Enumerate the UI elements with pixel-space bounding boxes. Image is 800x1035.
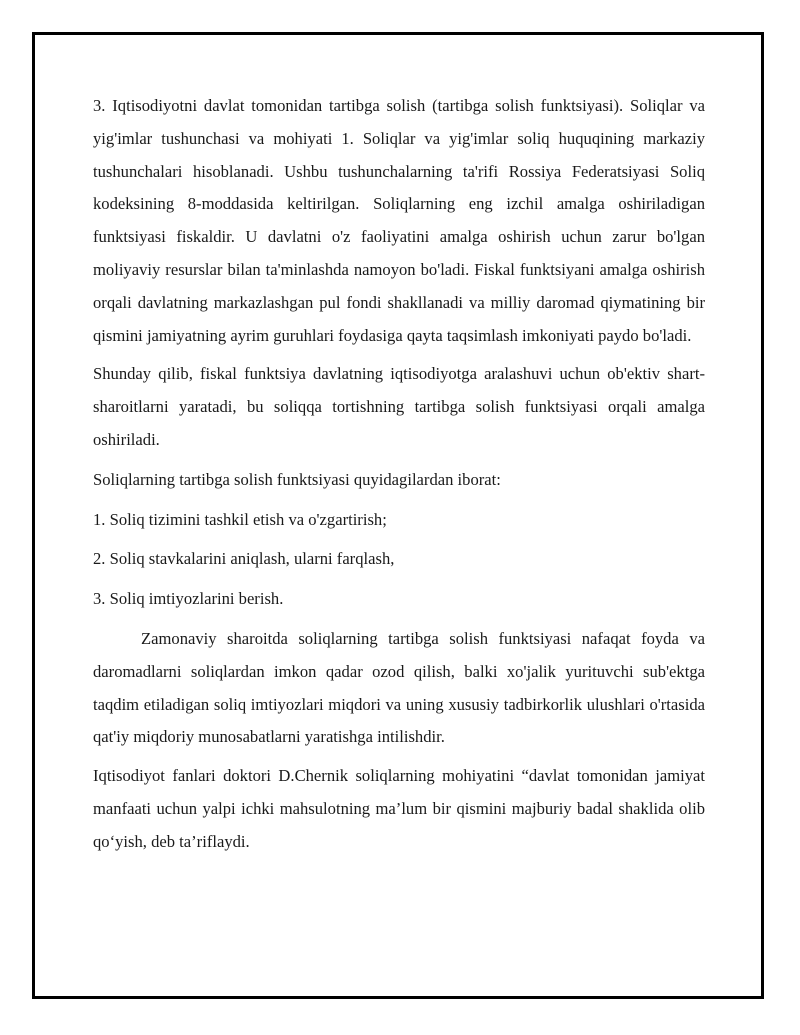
paragraph-fiscal-function: Shunday qilib, fiskal funktsiya davlatning iqtisodiyotga aralashuvi uchun ob'ektiv shart-sharoitlarni yaratadi, bu soliqqa tortishning tartibga solish funktsiyasi orqali amalga oshiriladi. bbox=[93, 364, 705, 449]
paragraph-modern-conditions: Zamonaviy sharoitda soliqlarning tartibga solish funktsiyasi nafaqat foyda va daromadlarni soliqlardan imkon qadar ozod qilish, balki xo'jalik yurituvchi sub'ektga taqdim etiladigan soliq imtiyozlari miqdori va uning xususiy tadbirkorlik ulushlari o'rtasida qat'iy miqdoriy munosabatlarni yaratishga intilishdir. bbox=[93, 628, 705, 747]
paragraph-list-heading: Soliqlarning tartibga solish funktsiyasi quyidagilardan iborat: bbox=[93, 469, 501, 489]
list-item-1: 1. Soliq tizimini tashkil etish va o'zgartirish; bbox=[93, 509, 387, 529]
paragraph-chernik-definition: Iqtisodiyot fanlari doktori D.Chernik soliqlarning mohiyatini “davlat tomonidan jamiyat manfaati uchun yalpi ichki mahsulotning ma’lum bir qismini majburiy badal shaklida olib qo‘yish, deb ta’riflaydi. bbox=[93, 766, 705, 851]
list-item-2: 2. Soliq stavkalarini aniqlash, ularni farqlash, bbox=[93, 549, 395, 569]
document-body bbox=[93, 90, 705, 859]
list-item-3: 3. Soliq imtiyozlarini berish. bbox=[93, 589, 284, 609]
paragraph-regulatory-function-intro: 3. Iqtisodiyotni davlat tomonidan tartibga solish (tartibga solish funktsiyasi). Soliqlar va yig'imlar tushunchasi va mohiyati 1. Soliqlar va yig'imlar soliq huquqining markaziy tushunchalari hisoblanadi. Ushbu tushunchalarning ta'rifi Rossiya Federatsiyasi Soliq kodeksining 8-moddasida keltirilgan. Soliqlarning eng izchil amalga oshiriladigan funktsiyasi fiskaldir. U davlatni o'z faoliyatini amalga oshirish uchun zarur bo'lgan moliyaviy resurslar bilan ta'minlashda namoyon bo'ladi. Fiskal funktsiyani amalga oshirish orqali davlatning markazlashgan pul fondi shakllanadi va milliy daromad qiymatining bir qismini jamiyatning ayrim guruhlari foydasiga qayta taqsimlash imkoniyati paydo bo'ladi. bbox=[93, 96, 705, 345]
